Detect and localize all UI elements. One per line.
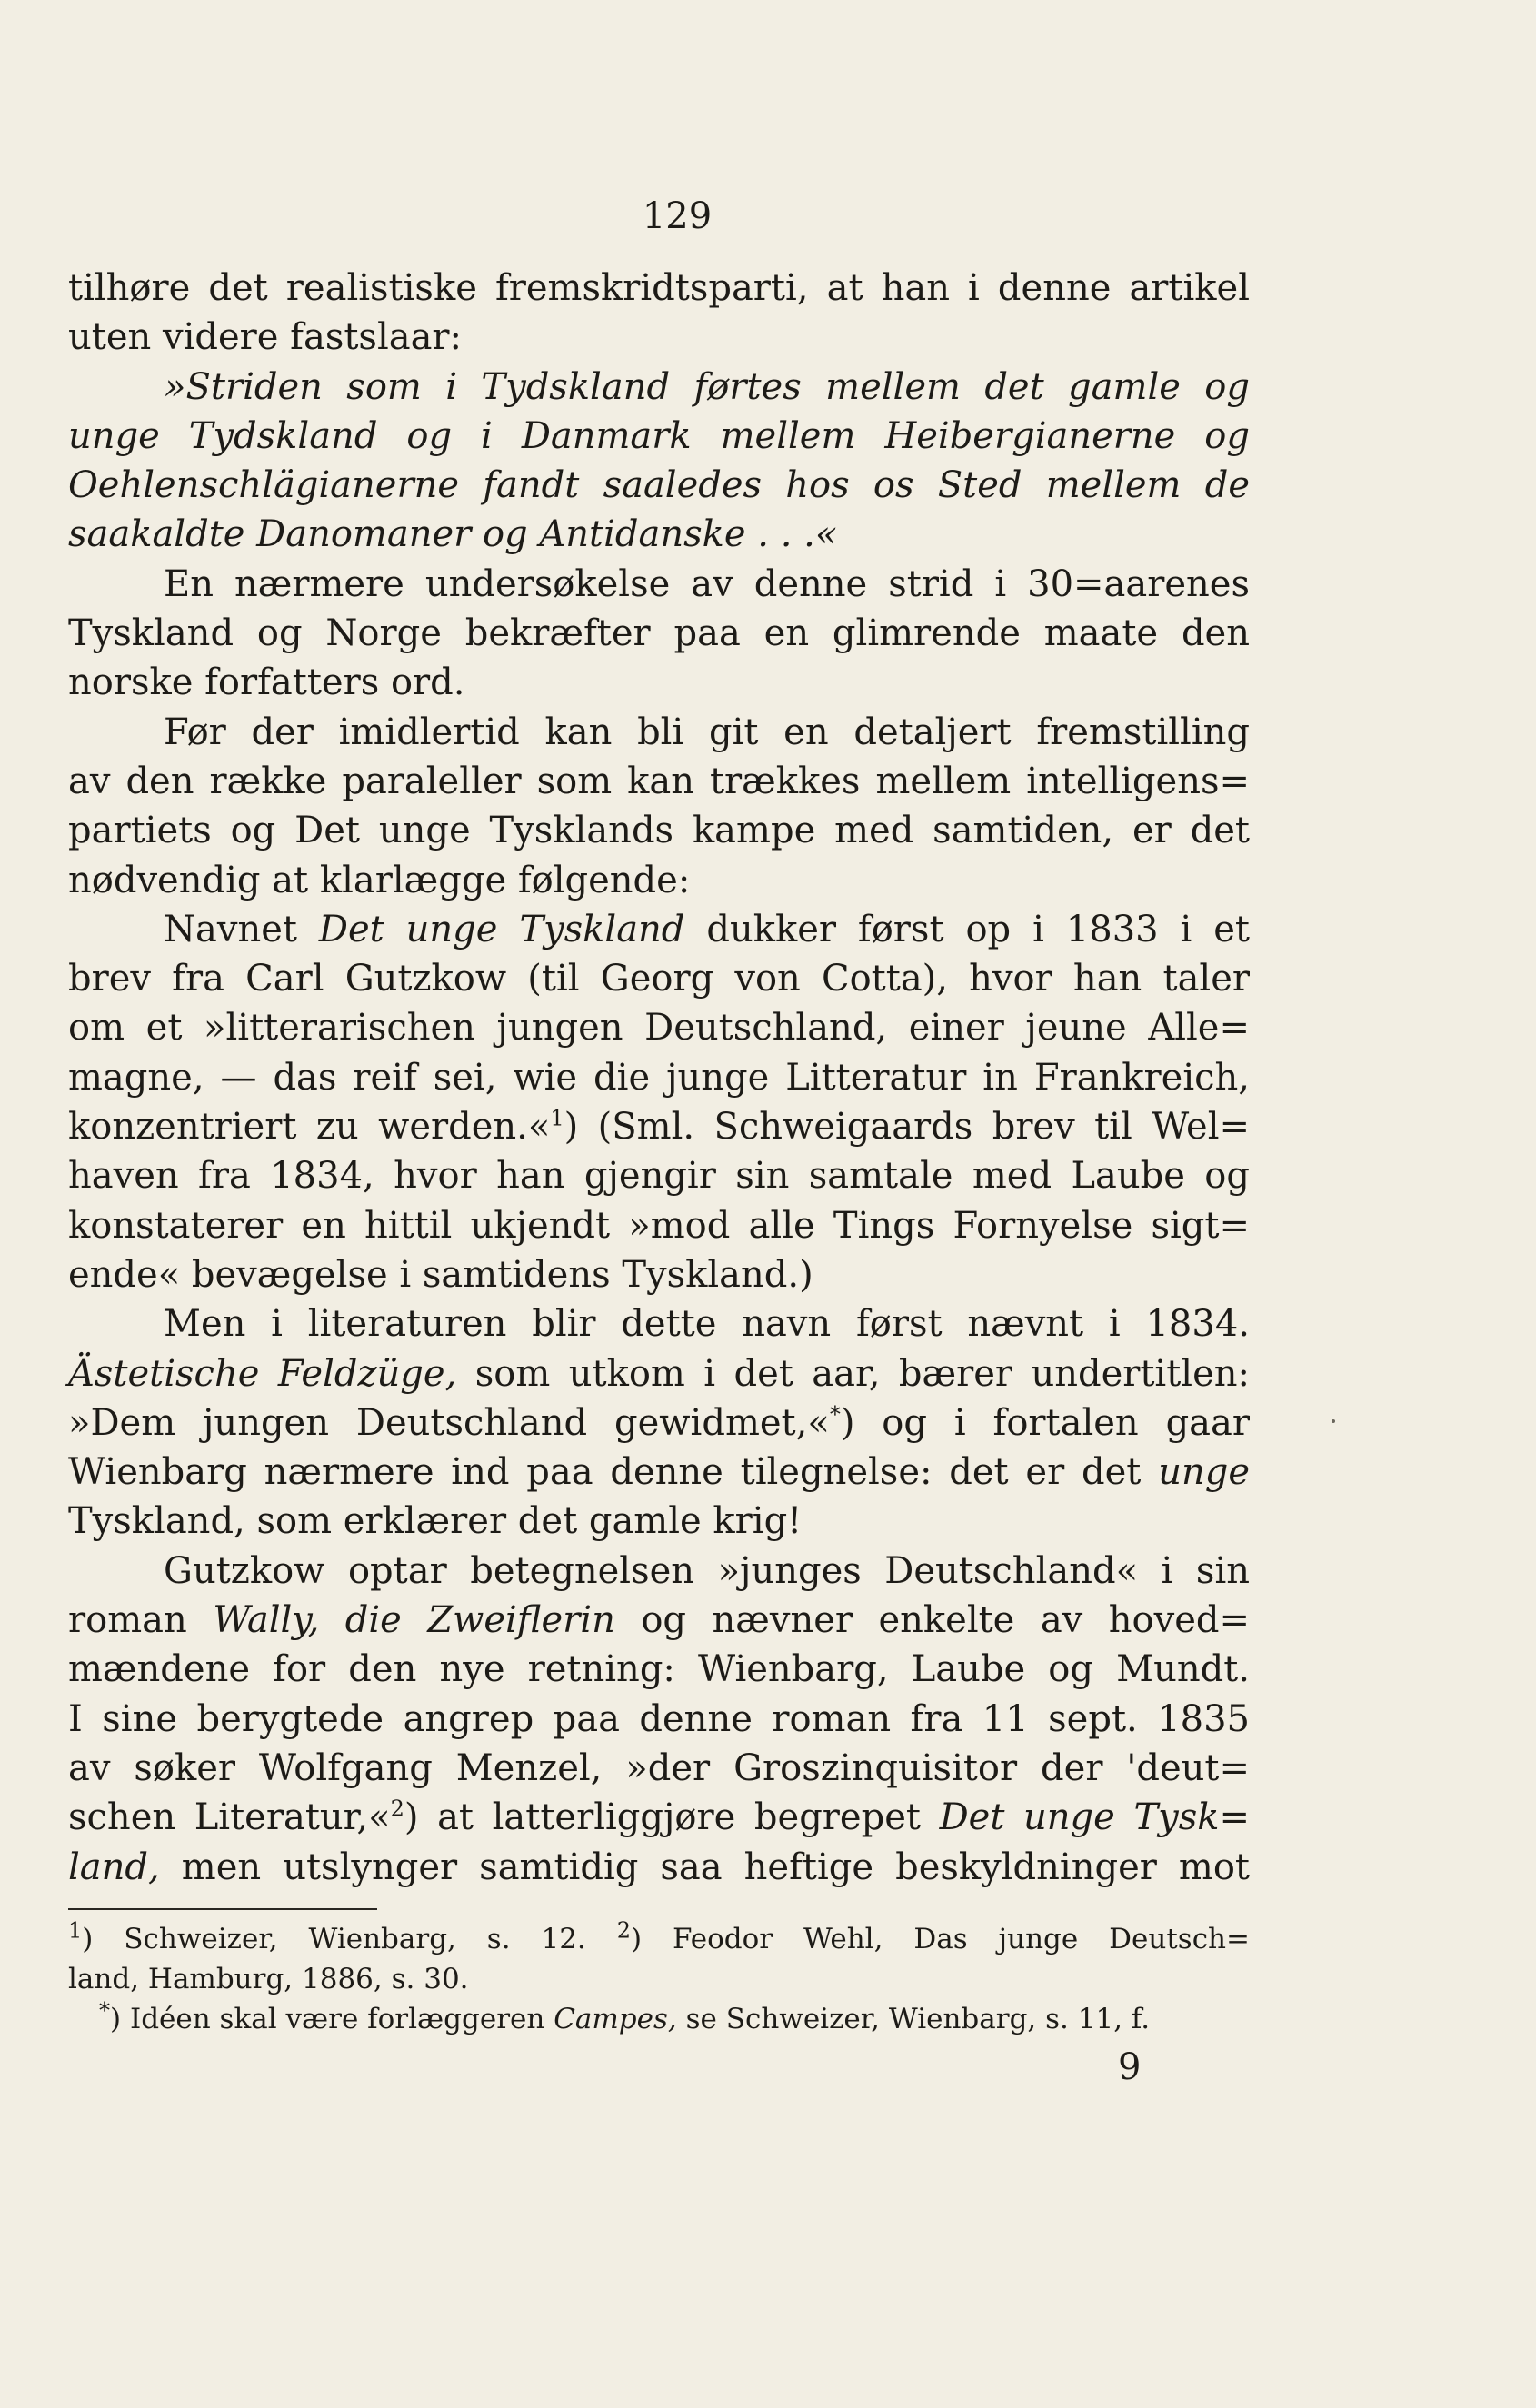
- text-line: En nærmere undersøkelse av denne strid i 30=aarenes: [164, 562, 1250, 605]
- text-run: ) at latterliggjøre begrepet: [404, 1796, 940, 1839]
- footnote-marker: 2: [390, 1796, 404, 1822]
- footnotes: [68, 1919, 1250, 2039]
- text-line: av søker Wolfgang Menzel, »der Groszinquisitor der 'deut=: [68, 1746, 1250, 1789]
- italic-text: land,: [68, 1846, 160, 1888]
- text-run: ) Feodor Wehl, Das junge Deutsch=: [630, 1923, 1250, 1955]
- text-line: Tyskland og Norge bekræfter paa en glimrende maate den: [68, 612, 1250, 655]
- text-line: partiets og Det unge Tysklands kampe med samtiden, er det: [68, 810, 1250, 852]
- italic-text: Campes,: [554, 2003, 677, 2035]
- italic-text: »Striden som i Tydskland førtes mellem det gamle og: [164, 365, 1250, 408]
- footnote-marker: 1: [550, 1105, 564, 1131]
- text-line: [68, 1843, 1250, 1892]
- text-line: om et »litterarischen jungen Deutschland, einer jeune Alle=: [68, 1007, 1250, 1050]
- text-run: og nævner enkelte av hoved=: [614, 1599, 1250, 1642]
- text-run: se Schweizer, Wienbarg, s. 11, f.: [676, 2003, 1151, 2035]
- text-line: av den række paraleller som kan trækkes mellem intelligens=: [68, 760, 1250, 802]
- text-line: [68, 1448, 1250, 1497]
- footnote-marker: 2: [616, 1917, 631, 1944]
- text-line: [68, 1793, 1250, 1842]
- italic-text: saakaldte Danomaner og Antidanske . . .«: [68, 513, 838, 556]
- text-line: norske forfatters ord.: [68, 662, 465, 704]
- text-line: Tyskland, som erklærer det gamle krig!: [68, 1500, 803, 1543]
- page-number: 129: [642, 195, 713, 237]
- text-line: [68, 1349, 1250, 1398]
- text-line: [68, 1398, 1250, 1448]
- text-run: ) Idéen skal være forlæggeren: [110, 2003, 554, 2035]
- text-line: brev fra Carl Gutzkow (til Georg von Cotta), hvor han taler: [68, 958, 1250, 1000]
- text-run: Navnet: [164, 908, 319, 950]
- text-line: Gutzkow optar betegnelsen »junges Deutschland« i sin: [164, 1549, 1250, 1592]
- footnote-separator: [68, 1908, 377, 1910]
- text-run: schen Literatur,«: [68, 1796, 391, 1839]
- text-run: som utkom i det aar, bærer undertitlen:: [456, 1352, 1251, 1395]
- text-line: uten videre fastslaar:: [68, 316, 463, 359]
- text-line: [68, 510, 1250, 559]
- signature-mark: 9: [1118, 2046, 1142, 2088]
- text-line: Før der imidlertid kan bli git en detaljert fremstilling: [164, 711, 1250, 753]
- text-line: Men i literaturen blir dette navn først nævnt i 1834.: [164, 1303, 1250, 1346]
- italic-text: Ästetische Feldzüge,: [68, 1352, 457, 1395]
- text-line: tilhøre det realistiske fremskridtsparti, at han i denne artikel: [68, 267, 1250, 309]
- italic-text: Wally, die Zweiflerin: [213, 1599, 615, 1642]
- text-run: ) Schweizer, Wienbarg, s. 12.: [82, 1923, 617, 1955]
- body-text: [68, 264, 1250, 1892]
- text-run: dukker først op i 1833 i et: [684, 908, 1250, 950]
- text-run: konzentriert zu werden.«: [68, 1106, 551, 1149]
- footnote-marker: *: [99, 1997, 110, 2024]
- text-line: [68, 905, 1250, 954]
- italic-text: Det unge Tysk=: [939, 1796, 1251, 1839]
- text-run: men utslynger samtidig saa heftige beskyldninger mot: [159, 1846, 1250, 1888]
- footnote-line: [68, 1999, 1250, 2039]
- text-line: I sine berygtede angrep paa denne roman fra 11 sept. 1835: [68, 1697, 1250, 1740]
- italic-text: Det unge Tyskland: [318, 908, 685, 950]
- text-line: konstaterer en hittil ukjendt »mod alle Tings Fornyelse sigt=: [68, 1204, 1250, 1247]
- text-line: mændene for den nye retning: Wienbarg, Laube og Mundt.: [68, 1648, 1250, 1691]
- text-line: [68, 412, 1250, 461]
- text-line: ende« bevægelse i samtidens Tyskland.): [68, 1253, 813, 1296]
- text-line: haven fra 1834, hvor han gjengir sin samtale med Laube og: [68, 1155, 1250, 1198]
- text-line: magne, — das reif sei, wie die junge Litteratur in Frankreich,: [68, 1056, 1250, 1099]
- text-line: [68, 363, 1250, 412]
- italic-text: Oehlenschlägianerne fandt saaledes hos os Sted mellem de: [68, 464, 1250, 507]
- text-run: ) og i fortalen gaar: [840, 1401, 1250, 1444]
- text-line: [68, 1102, 1250, 1151]
- footnote-line: land, Hamburg, 1886, s. 30.: [68, 1963, 469, 1995]
- text-line: nødvendig at klarlægge følgende:: [68, 859, 691, 901]
- text-line: [68, 461, 1250, 510]
- speck: [1332, 1419, 1335, 1423]
- footnote-marker: *: [829, 1401, 841, 1428]
- text-run: Wienbarg nærmere ind paa denne tilegnelse: det er det: [68, 1451, 1159, 1494]
- text-line: [68, 1596, 1250, 1645]
- footnote-line: [68, 1919, 1250, 1959]
- text-run: roman: [68, 1599, 214, 1642]
- text-run: »Dem jungen Deutschland gewidmet,«: [68, 1401, 830, 1444]
- footnote-marker: 1: [68, 1917, 83, 1944]
- text-run: ) (Sml. Schweigaards brev til Wel=: [564, 1106, 1250, 1149]
- italic-text: unge Tydskland og i Danmark mellem Heibergianerne og: [68, 414, 1250, 457]
- italic-text: unge: [1158, 1451, 1250, 1494]
